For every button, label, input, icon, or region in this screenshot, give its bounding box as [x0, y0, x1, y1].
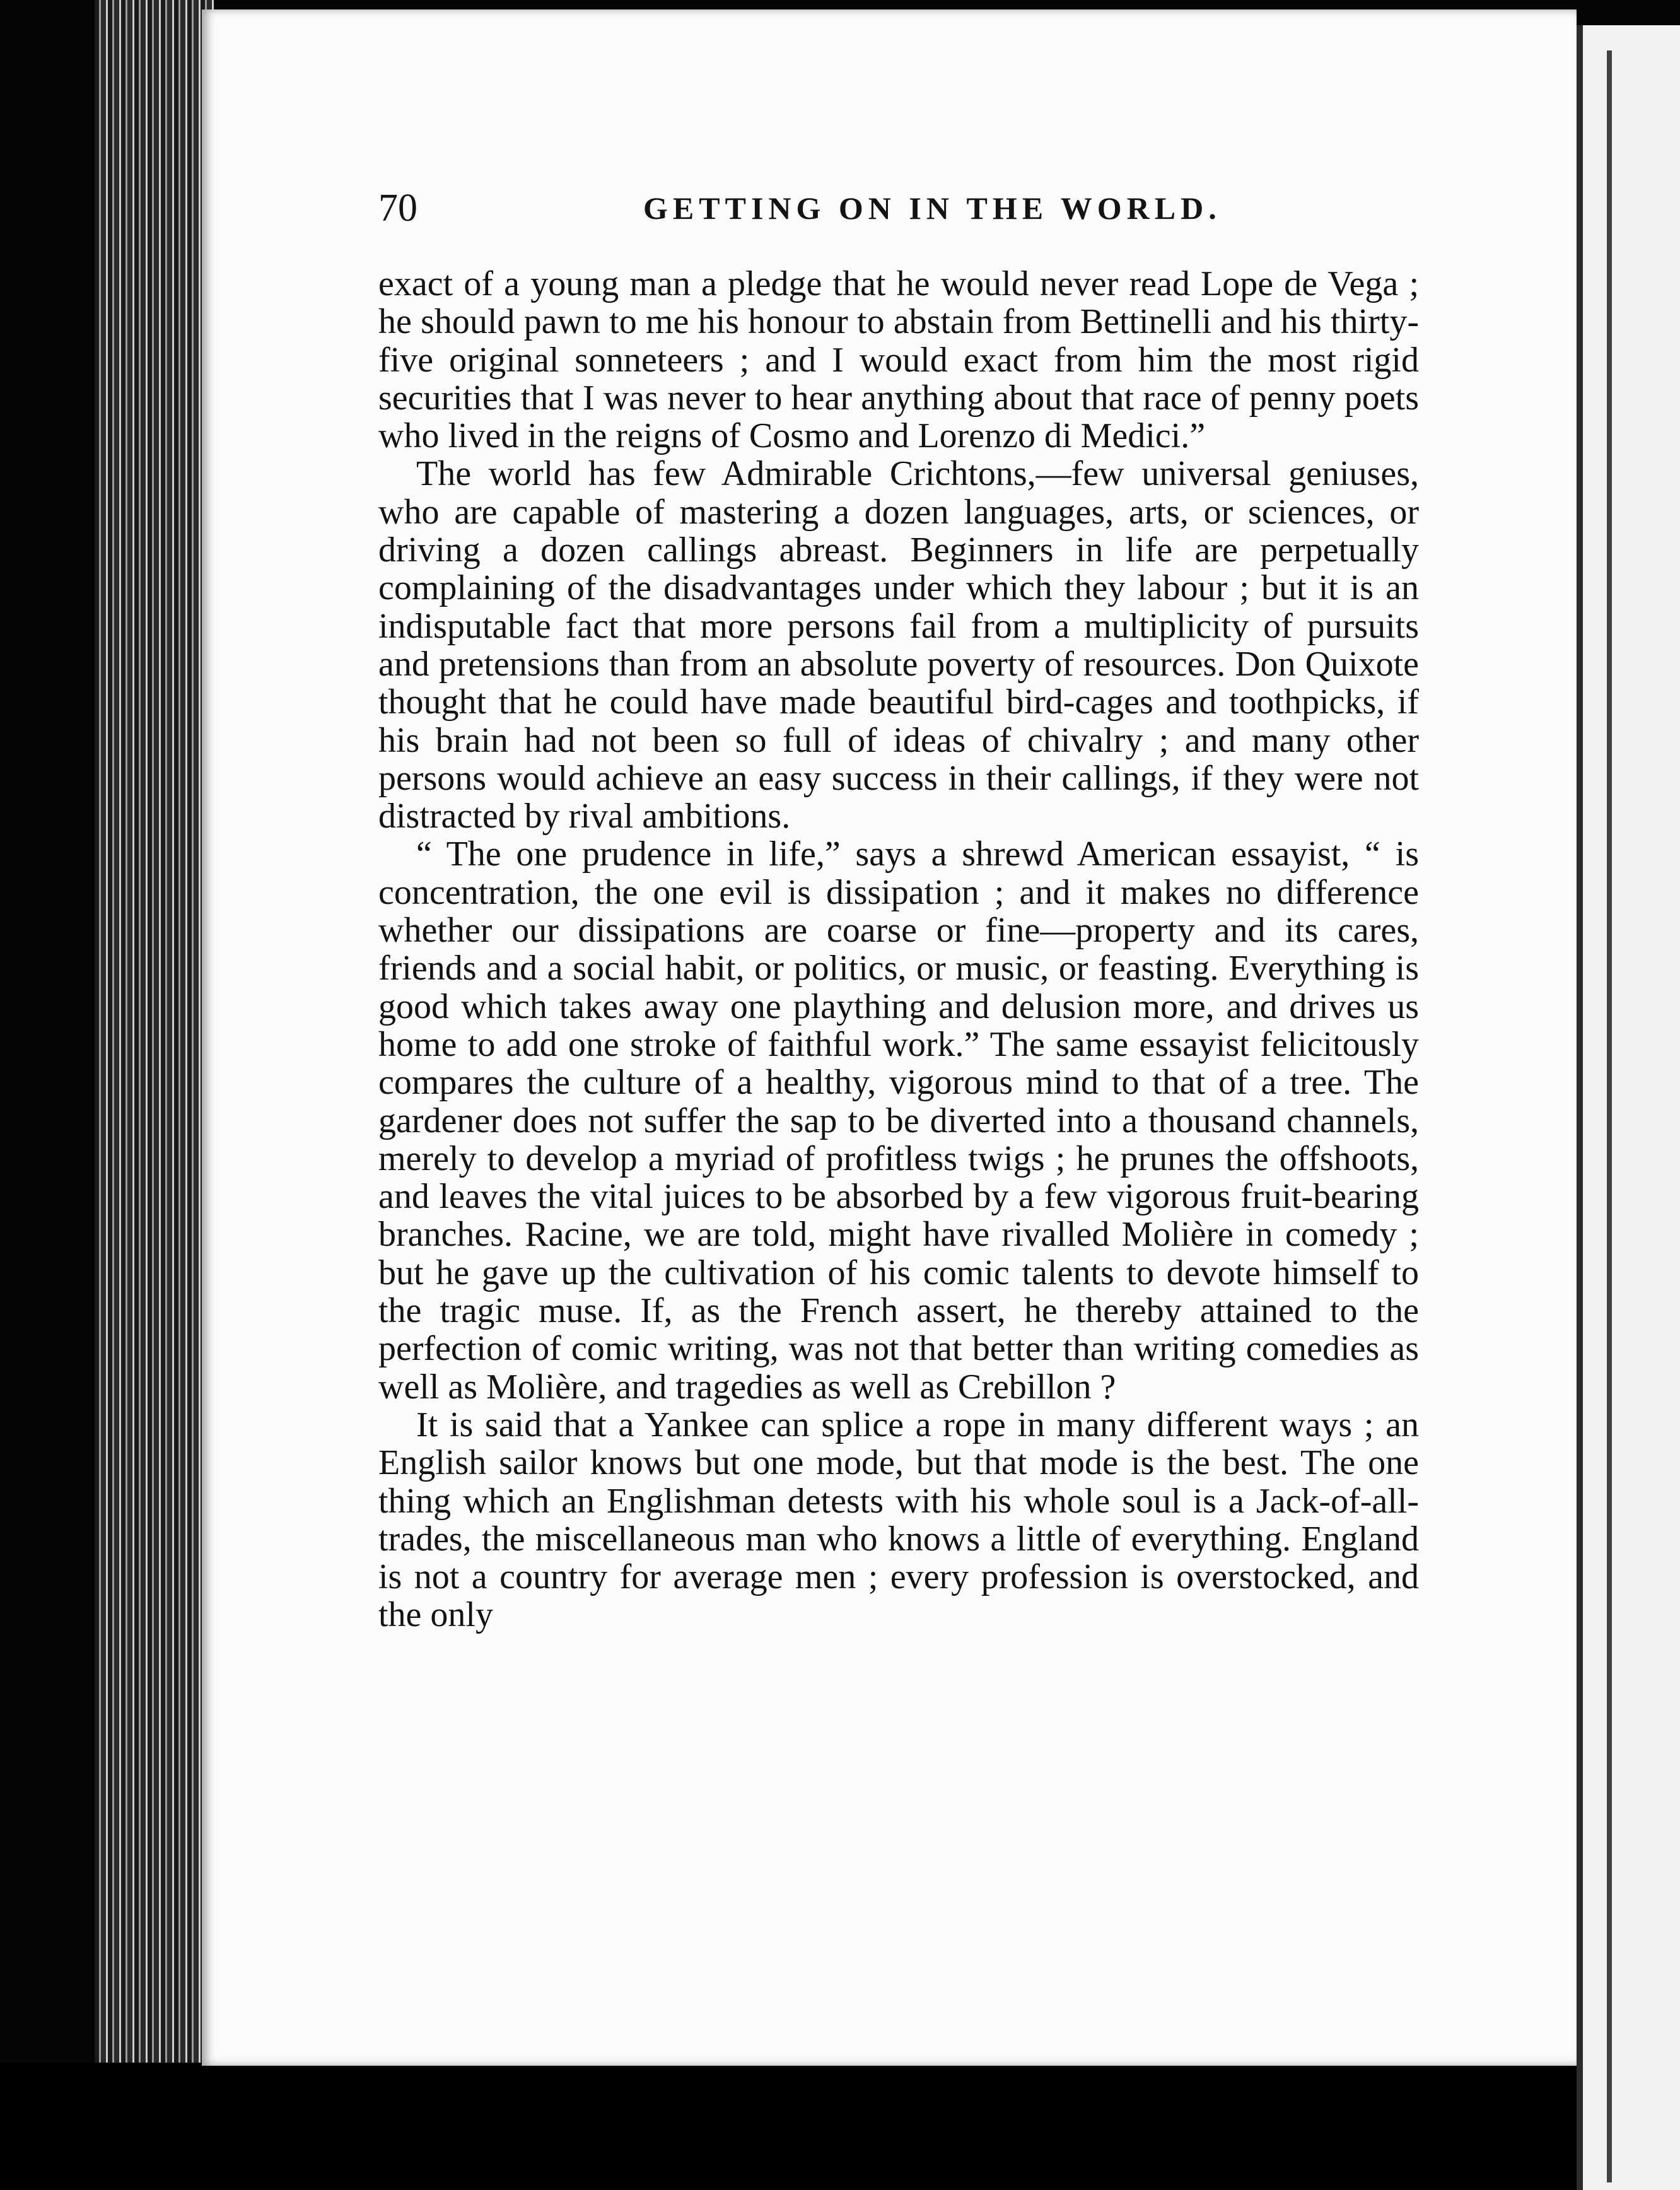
paragraph: The world has few Admirable Crichtons,—few universal geniuses, who are capable of mastering a dozen languages, arts, or sciences, or driving a dozen callings abreast. Beginners in life are perpetually complaining of the disadvantages under which they labour ; but it is an indisputable fact that more persons fail from a multiplicity of pursuits and pretensions than from an absolute poverty of resources. Don Quixote thought that he could have made beautiful bird-cages and toothpicks, if his brain had not been so full of ideas of chivalry ; and many other persons would achieve an easy success in their callings, if they were not distracted by rival ambitions.	[378, 454, 1419, 836]
paragraph: “ The one prudence in life,” says a shrewd American essayist, “ is concentration, the one evil is dissipation ; and it makes no difference whether our dissipations are coarse or fine—property and its cares, friends and a social habit, or politics, or music, or feasting. Everything is good which takes away one plaything and delusion more, and drives us home to add one stroke of faithful work.” The same essayist felicitously compares the culture of a healthy, vigorous mind to that of a tree. The gardener does not suffer the sap to be diverted into a thousand channels, merely to develop a myriad of profitless twigs ; he prunes the offshoots, and leaves the vital juices to be absorbed by a few vigorous fruit-bearing branches. Racine, we are told, might have rivalled Molière in comedy ; but he gave up the cultivation of his comic talents to devote himself to the tragic muse. If, as the French assert, he thereby attained to the perfection of comic writing, was not that better than writing comedies as well as Molière, and tragedies as well as Crebillon ?	[378, 834, 1419, 1407]
scan-bottom-margin	[0, 2063, 1577, 2190]
book-page-edges	[95, 0, 214, 2082]
running-head	[378, 180, 1545, 237]
page-number: 70	[378, 187, 417, 230]
running-title: GETTING ON IN THE WORLD.	[643, 190, 1222, 226]
binding-rule	[1607, 50, 1612, 2182]
paragraph-continued: exact of a young man a pledge that he would never read Lope de Vega ; he should pawn to me his honour to abstain from Bettinelli and his thirty-five original sonneteers ; and I would exact from him the most rigid securities that I was never to hear anything about that race of penny poets who lived in the reigns of Cosmo and Lorenzo di Medici.”	[378, 264, 1419, 456]
body-text	[378, 265, 1419, 1634]
paragraph: It is said that a Yankee can splice a rope in many different ways ; an English sailor knows but one mode, but that mode is the best. The one thing which an Englishman detests with his whole soul is a Jack-of-all-trades, the miscellaneous man who knows a little of everything. England is not a country for average men ; every profession is overstocked, and the only	[378, 1405, 1419, 1635]
facing-page-edge	[1577, 25, 1680, 2190]
